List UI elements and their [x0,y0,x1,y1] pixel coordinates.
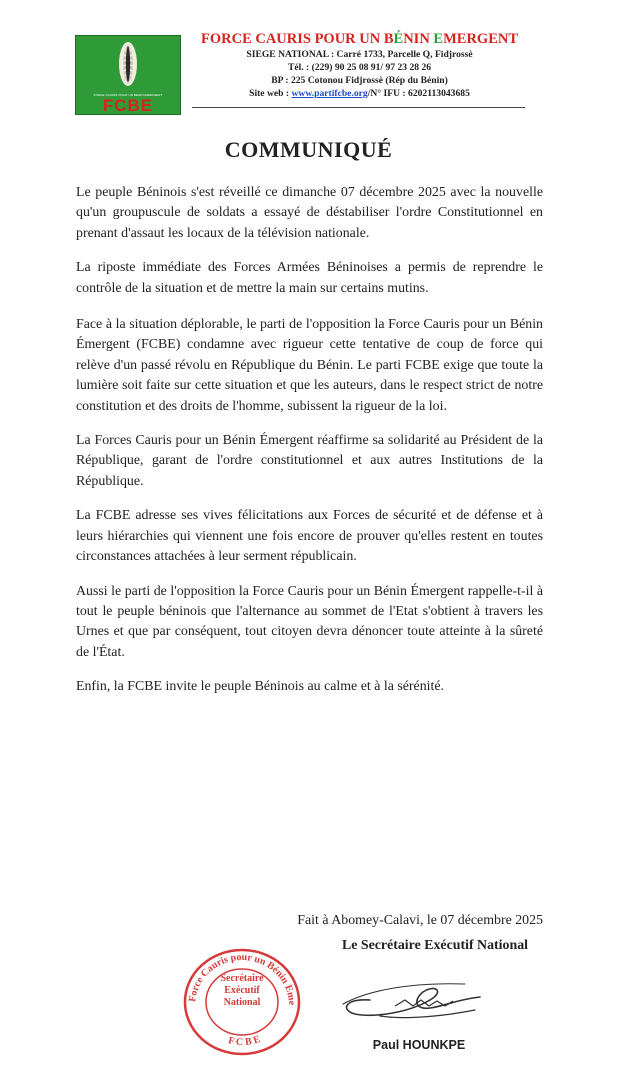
logo-tagline: FORCE CAURIS POUR UN BENIN EMERGENT [93,93,163,97]
cowrie-shell-icon [76,36,180,98]
paragraph: La riposte immédiate des Forces Armées Béninoises a permis de reprendre le contrôle de la situation et de mettre la main sur certains mutins. [76,260,543,296]
signer-name: Paul HOUNKPE [372,1038,466,1052]
svg-text:F C B E [227,1034,262,1048]
paragraph: Enfin, la FCBE invite le peuple Béninois au calme et à la sérénité. [76,679,444,695]
fcbe-logo [75,35,181,115]
stamp-line: National [223,997,261,1008]
stamp-line: Exécutif [224,985,260,996]
stamp-line: Secrétaire [220,973,264,984]
handwritten-signature [335,970,485,1030]
site-label: Site web : [249,88,292,99]
site-link[interactable]: www.partifcbe.org [291,88,368,99]
stamp-bottom-text: F C B E [226,1033,262,1049]
stamp-ring-text: Force Cauris pour un Bénin Eme [187,951,298,1006]
paragraph: Aussi le parti de l'opposition la Force Cauris pour un Bénin Émergent rappelle-t-il à tout le peuple béninois que l'alternance au sommet de l'Etat s'obtient à travers les Urnes et que par conséquent, tout citoyen devra dénoncer toute atteinte à la sûreté de l'État. [76,583,543,660]
signer-role: Le Secrétaire Exécutif National [341,938,528,953]
ifu-number: /N° IFU : 6202113043685 [367,88,470,99]
logo-letters: FCBE [76,97,180,114]
paragraph: La FCBE adresse ses vives félicitations aux Forces de sécurité et de défense et à leurs hiérarchies qui viennent une fois encore de prouver qu'elles restent en toutes circonstances attachées à leur serment républicain. [76,508,543,565]
place-date: Fait à Abomey-Calavi, le 07 décembre 2025 [297,913,543,928]
paragraph: La Forces Cauris pour un Bénin Émergent réaffirme sa solidarité au Président de la République, garant de l'ordre constitutionnel et aux autres Institutions de la République. [76,433,543,489]
paragraph: Le peuple Béninois s'est réveillé ce dimanche 07 décembre 2025 avec la nouvelle qu'un groupuscule de soldats a essayé de déstabiliser l'ordre Constitutionnel en prenant d'assaut les locaux de la télévision nationale. [76,185,543,241]
header-siege: SIEGE NATIONAL : Carré 1733, Parcelle Q, Fidjrossè [246,49,473,60]
official-stamp [181,947,303,1057]
stamp-center [211,973,273,1009]
paragraph: Face à la situation déplorable, le parti de l'opposition la Force Cauris pour un Bénin Émergent (FCBE) condamne avec rigueur cette tentative de coup de force qui relève d'un passé révolu en République du Bénin. Le parti FCBE exige que toute la lumière soit faite sur cette situation et que les auteurs, dans le respect strict de notre constitution et des droits de l'homme, subissent la rigueur de la loi. [76,317,543,414]
header-tel: Tél. : (229) 90 25 08 91/ 97 23 28 26 [287,62,432,73]
org-name: FORCE CAURIS POUR UN BÉNIN EMERGENT [200,31,519,47]
header-bp: BP : 225 Cotonou Fidjrossè (Rép du Bénin) [271,75,448,86]
header-site [192,88,527,99]
communique-body [76,183,543,712]
header-rule [192,107,525,108]
page-title: COMMUNIQUÉ [224,137,393,162]
